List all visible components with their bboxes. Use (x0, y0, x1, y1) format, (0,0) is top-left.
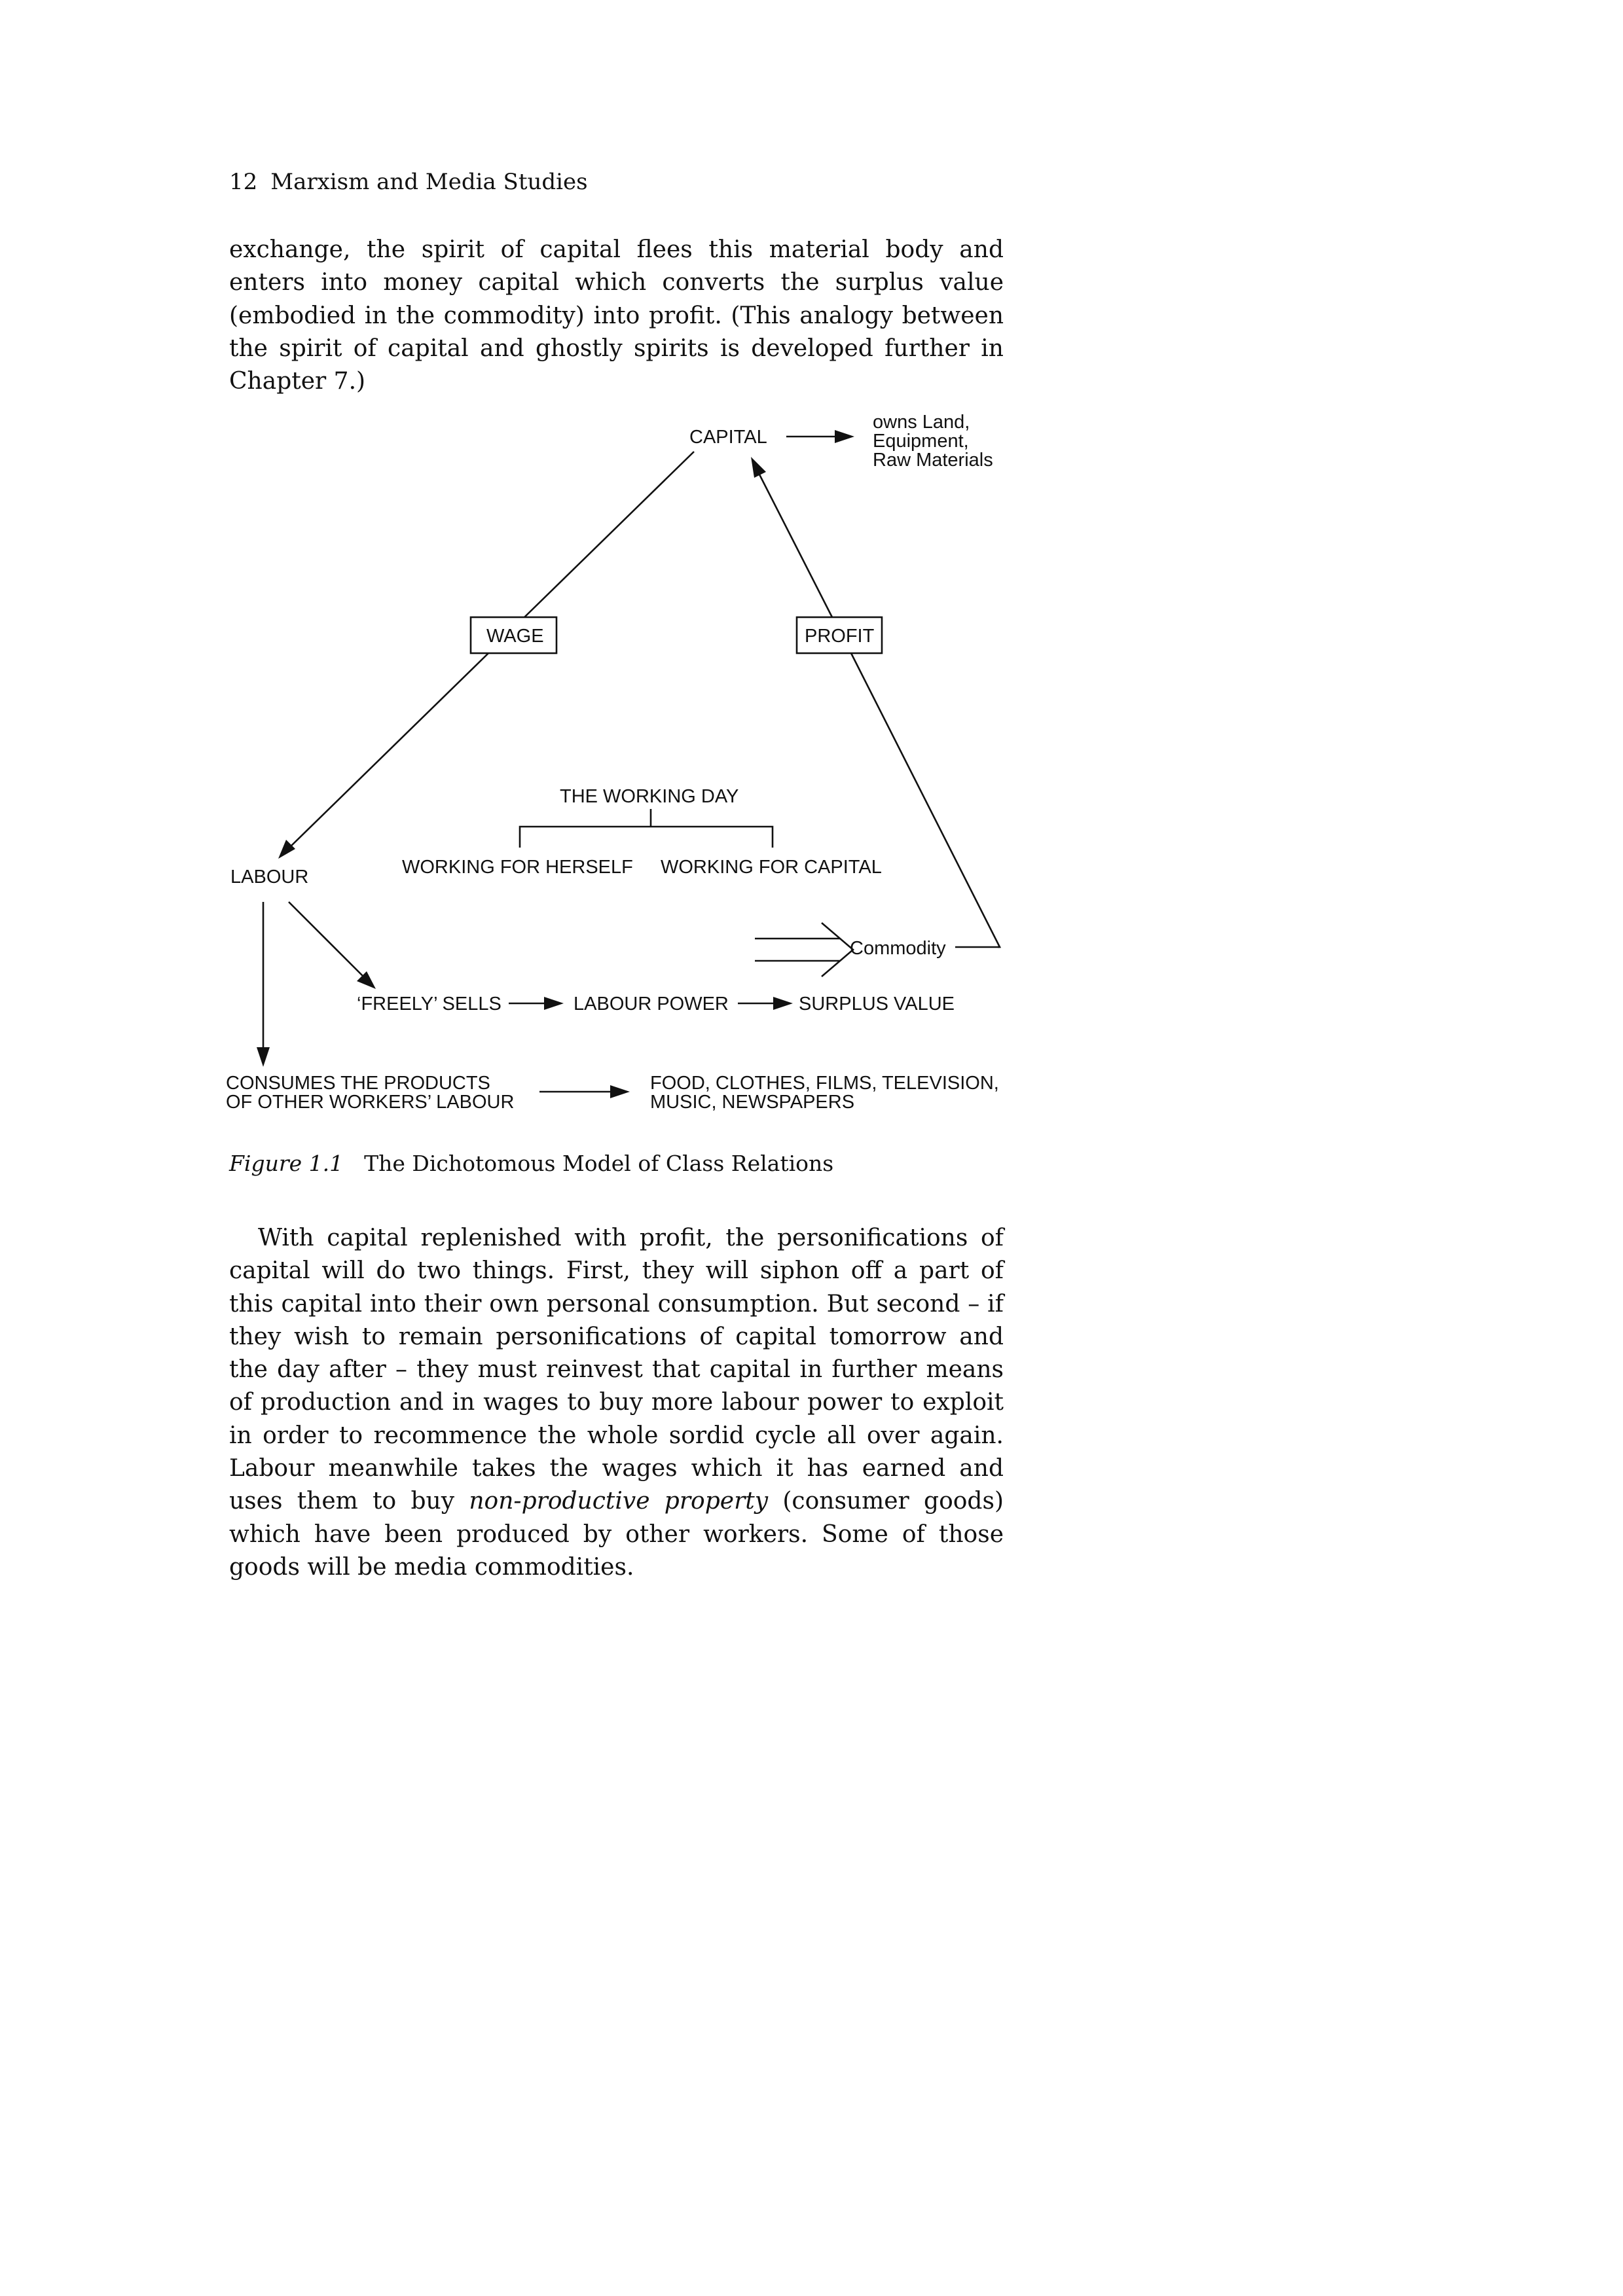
line-capital-to-wage (524, 452, 694, 617)
bracket (520, 827, 773, 848)
products-line-2: MUSIC, NEWSPAPERS (650, 1092, 855, 1113)
labour-label: LABOUR (230, 867, 309, 888)
double-arrow-head (822, 923, 853, 977)
arrow-profit-to-capital (759, 475, 832, 617)
capital-label: CAPITAL (689, 427, 767, 448)
text-line: wages which it has earned and uses them to buy (229, 1455, 1004, 1515)
paragraph-bottom (229, 1222, 1004, 1584)
owns-line-1: owns Land, (873, 412, 970, 433)
text-line: wages to buy more labour power to exploit in order to recommence (229, 1389, 1004, 1449)
wage-label: WAGE (486, 626, 544, 647)
working-for-capital-label: WORKING FOR CAPITAL (661, 857, 882, 878)
text-line: exchange, the spirit of capital flees this material body and enters into (229, 236, 1004, 296)
text-line: workers. Some of those goods will be media commodities. (229, 1520, 1004, 1581)
text-line: With capital replenished with profit, the personifications of capital (229, 1225, 1004, 1285)
text-line: remain personifications of capital tomorrow and the day after – they (229, 1323, 1004, 1384)
arrowhead (751, 457, 766, 478)
consumes-line-2: OF OTHER WORKERS’ LABOUR (226, 1092, 515, 1113)
arrowhead (257, 1047, 270, 1067)
arrow-labour-to-sells (289, 902, 365, 978)
arrowhead (835, 430, 854, 443)
freely-sells-label: ‘FREELY’ SELLS (357, 994, 501, 1014)
surplus-value-label: SURPLUS VALUE (799, 994, 955, 1014)
text-line: and ghostly spirits is developed further in Chapter 7.) (229, 334, 1004, 395)
owns-line-3: Raw Materials (873, 450, 993, 471)
arrowhead (773, 997, 793, 1010)
arrowhead (278, 840, 295, 859)
arrow-wage-to-labour (289, 653, 488, 848)
figure-title: The Dichotomous Model of Class Relations (364, 1151, 834, 1176)
text-line: must reinvest that capital in further means of production and in (229, 1356, 1004, 1416)
text-line: will do two things. First, they will siphon off a part of this capital (229, 1257, 1004, 1318)
text-line: (consumer goods) which have been produced by other (229, 1488, 1004, 1548)
profit-label: PROFIT (805, 626, 875, 647)
page-number: 12 (229, 169, 258, 195)
arrowhead (610, 1085, 630, 1098)
owns-line-2: Equipment, (873, 431, 969, 452)
arrowhead (544, 997, 564, 1010)
working-for-herself-label: WORKING FOR HERSELF (402, 857, 633, 878)
figure-caption (229, 1151, 833, 1176)
italic-term: non-productive (469, 1488, 650, 1515)
working-day-label: THE WORKING DAY (560, 786, 739, 807)
text-line: into their own personal consumption. But second – if they wish to (229, 1290, 1004, 1350)
commodity-label: Commodity (850, 938, 946, 959)
figure-label: Figure 1.1 (229, 1151, 344, 1176)
text-line: money capital which converts the surplus value (embodied in the (229, 269, 1004, 329)
products-line-1: FOOD, CLOTHES, FILMS, TELEVISION, (650, 1073, 999, 1094)
line-commodity-to-profit (851, 653, 1000, 947)
running-title: Marxism and Media Studies (270, 169, 588, 195)
text-line: commodity) into profit. (This analogy between the spirit of capital (229, 302, 1004, 362)
labour-power-label: LABOUR POWER (574, 994, 729, 1014)
consumes-line-1: CONSUMES THE PRODUCTS (226, 1073, 490, 1094)
italic-term: property (664, 1488, 769, 1515)
text-line: the whole sordid cycle all over again. Labour meanwhile takes the (229, 1422, 1004, 1482)
